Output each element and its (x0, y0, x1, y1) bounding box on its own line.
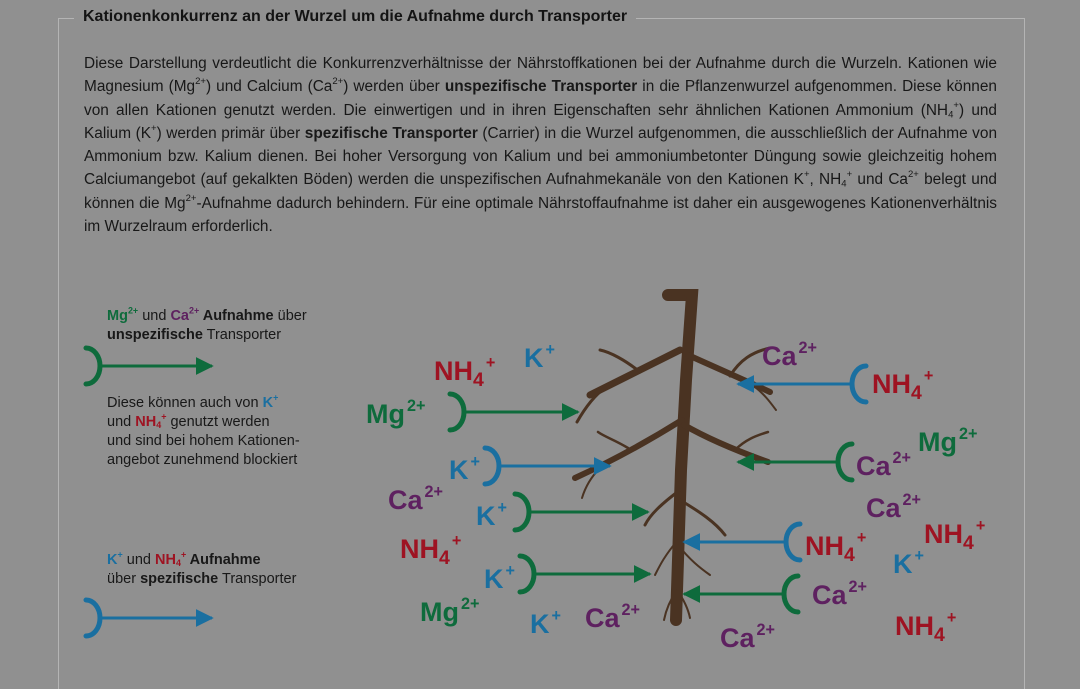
intro-text: Diese Darstellung verdeutlicht die Konkurrenzverhältnisse der Nährstoffkationen bei der Aufnahme durch die Wurzeln. Kationen wie Magnesium (Mg (84, 55, 997, 96)
subscript: 4 (911, 381, 922, 404)
charge-superscript: 2+ (460, 595, 480, 613)
ion-symbol: Ca (762, 341, 797, 372)
ion-symbol: K (476, 501, 496, 532)
legend-k: K (107, 552, 118, 568)
ion-k (530, 608, 561, 638)
legend-text: Aufnahme (199, 308, 274, 324)
ion-mg (420, 596, 479, 626)
subscript: 4 (473, 368, 484, 391)
ion-symbol: Mg (366, 399, 405, 430)
subscript: 4 (844, 543, 855, 566)
charge-superscript: 2+ (188, 305, 200, 316)
charge-superscript: + (470, 453, 480, 471)
ion-ca (812, 579, 867, 609)
transporter-nh-right-1 (738, 366, 866, 402)
ion-ca (388, 484, 443, 514)
ion-nh4 (434, 355, 495, 390)
ion-symbol: NH (872, 369, 911, 400)
ion-nh4 (805, 530, 866, 565)
charge-superscript: + (953, 99, 959, 111)
legend-text: angebot zunehmend blockiert (107, 452, 298, 468)
plant-root (575, 295, 776, 620)
charge-superscript: + (451, 532, 462, 550)
legend-text: Transporter (202, 327, 282, 343)
legend-text: und sind bei hohem Kationen- (107, 433, 300, 449)
ion-symbol: Ca (388, 485, 423, 516)
legend-text: und (107, 414, 136, 430)
charge-superscript: + (505, 562, 515, 580)
charge-superscript: 2+ (902, 491, 921, 509)
transporter-nh-right-2 (684, 524, 800, 560)
charge-superscript: 2+ (621, 601, 640, 619)
charge-superscript: 2+ (958, 425, 978, 443)
ion-symbol: NH (434, 356, 473, 387)
ion-ca (866, 492, 921, 522)
intro-text: und Ca (852, 171, 908, 189)
intro-text: (Carrier) in die Wurzel aufgenommen, die ausschließlich der Aufnahme von Ammonium bzw. Kalium dienen. Bei hoher Versorgung von Kalium und bei ammoniumbetonter Düngung sowie gleichzeitig hohem Calciumangebot (auf gekalkten Böden) werden die unspezifischen Aufnahmekanäle von den Kationen K (84, 124, 998, 189)
legend-text: Transporter (218, 571, 297, 587)
ion-symbol: Ca (856, 451, 891, 482)
transporter-mg-left (450, 394, 578, 430)
ion-ca (762, 340, 817, 370)
transporter-ca-right-1 (738, 444, 852, 480)
legend-bold-term: spezifische (140, 571, 219, 587)
intro-text: -Aufnahme dadurch behindern. Für eine optimale Nährstoffaufnahme ist daher ein ausgewogenes Kationenverhältnis im Wurzelraum erforderlich. (84, 194, 997, 236)
charge-superscript: 2+ (332, 76, 344, 88)
subscript: 4 (934, 623, 945, 646)
legend-bold-term: unspezifische (107, 327, 203, 343)
charge-superscript: + (846, 169, 853, 181)
charge-superscript: 2+ (848, 578, 867, 596)
charge-superscript: + (273, 392, 279, 403)
charge-superscript: + (946, 609, 957, 627)
intro-text: belegt und können die Mg (84, 171, 997, 212)
charge-superscript: + (856, 529, 867, 547)
charge-superscript: 2+ (892, 449, 911, 467)
intro-text: in die Pflanzenwurzel aufgenommen. Diese können von allen Kationen genutzt werden. Die einwertigen und in ihren Eigenschaften sehr ähnlichen Kationen Ammonium (NH (84, 78, 997, 119)
legend-text: über (107, 571, 141, 587)
intro-text: ) und Calcium (Ca (206, 78, 333, 96)
charge-superscript: + (151, 123, 157, 135)
ion-k (449, 454, 480, 484)
charge-superscript: + (117, 549, 123, 560)
charge-superscript: 2+ (908, 169, 919, 181)
charge-superscript: 2+ (127, 305, 139, 316)
ion-symbol: Ca (585, 603, 620, 634)
ion-nh4 (400, 533, 461, 568)
ion-symbol: K (449, 455, 469, 486)
legend-text: Diese können auch von (107, 395, 263, 411)
ion-symbol: Mg (918, 427, 957, 458)
charge-superscript: + (161, 411, 167, 422)
charge-superscript: 2+ (195, 76, 206, 88)
transporter-k-left-2 (515, 494, 648, 530)
ion-k (476, 500, 507, 530)
ion-ca (720, 622, 775, 652)
ion-symbol: NH (805, 531, 844, 562)
ion-ca (585, 602, 640, 632)
ion-symbol: K (530, 609, 550, 640)
ion-symbol: NH (924, 519, 963, 550)
charge-superscript: 2+ (185, 192, 197, 204)
charge-superscript: 2+ (424, 483, 443, 501)
charge-superscript: + (914, 547, 924, 565)
ion-k (524, 342, 555, 372)
subscript: 4 (175, 558, 181, 569)
ion-symbol: Ca (812, 580, 847, 611)
charge-superscript: 2+ (756, 621, 775, 639)
subscript: 4 (948, 108, 954, 120)
ion-mg (366, 398, 425, 428)
intro-bold-term: unspezifische Transporter (444, 78, 638, 96)
charge-superscript: + (975, 517, 986, 535)
charge-superscript: 2+ (406, 397, 426, 415)
legend-text: Aufnahme (186, 552, 261, 568)
ion-symbol: NH (400, 534, 439, 565)
intro-bold-term: spezifische Transporter (304, 124, 478, 142)
legend-nh: NH (154, 552, 176, 568)
ion-nh4 (924, 518, 985, 553)
subscript: 4 (156, 420, 162, 431)
legend-text: über (273, 308, 307, 324)
subscript: 4 (963, 531, 974, 554)
charge-superscript: + (923, 367, 934, 385)
charge-superscript: + (180, 549, 187, 560)
legend-nh: NH (135, 414, 157, 430)
ion-nh4 (895, 610, 956, 645)
intro-text: ) und Kalium (K (84, 101, 997, 142)
legend-text: und (138, 308, 171, 324)
ion-symbol: K (484, 564, 504, 595)
charge-superscript: + (803, 169, 810, 181)
intro-text: ) werden über (343, 78, 445, 96)
charge-superscript: 2+ (798, 339, 817, 357)
ion-symbol: K (524, 343, 544, 374)
ion-k (484, 563, 515, 593)
ion-symbol: NH (895, 611, 934, 642)
legend-mg: Mg (107, 308, 128, 324)
subscript: 4 (439, 546, 450, 569)
ion-ca (856, 450, 911, 480)
intro-text: , NH (809, 171, 842, 189)
legend-specific-arrow (86, 600, 212, 636)
legend-text: und (122, 552, 155, 568)
charge-superscript: + (551, 607, 561, 625)
legend-ca: Ca (170, 308, 189, 324)
ion-symbol: Ca (866, 493, 901, 524)
charge-superscript: + (497, 499, 507, 517)
intro-text: ) werden primär über (156, 124, 305, 142)
ion-nh4 (872, 368, 933, 403)
subscript: 4 (841, 178, 847, 190)
transporter-ca-right-2 (684, 576, 798, 612)
ion-mg (918, 426, 977, 456)
ion-k (893, 548, 924, 578)
ion-symbol: Ca (720, 623, 755, 654)
ion-symbol: Mg (420, 597, 459, 628)
charge-superscript: + (485, 354, 496, 372)
ion-symbol: K (893, 549, 913, 580)
charge-superscript: + (545, 341, 555, 359)
legend-k: K (262, 395, 274, 411)
legend-text: genutzt werden (166, 414, 270, 430)
transporter-k-left-3 (520, 556, 650, 592)
legend-unspecific-arrow (86, 348, 212, 384)
page-title: Kationenkonkurrenz an der Wurzel um die Aufnahme durch Transporter (74, 8, 636, 26)
